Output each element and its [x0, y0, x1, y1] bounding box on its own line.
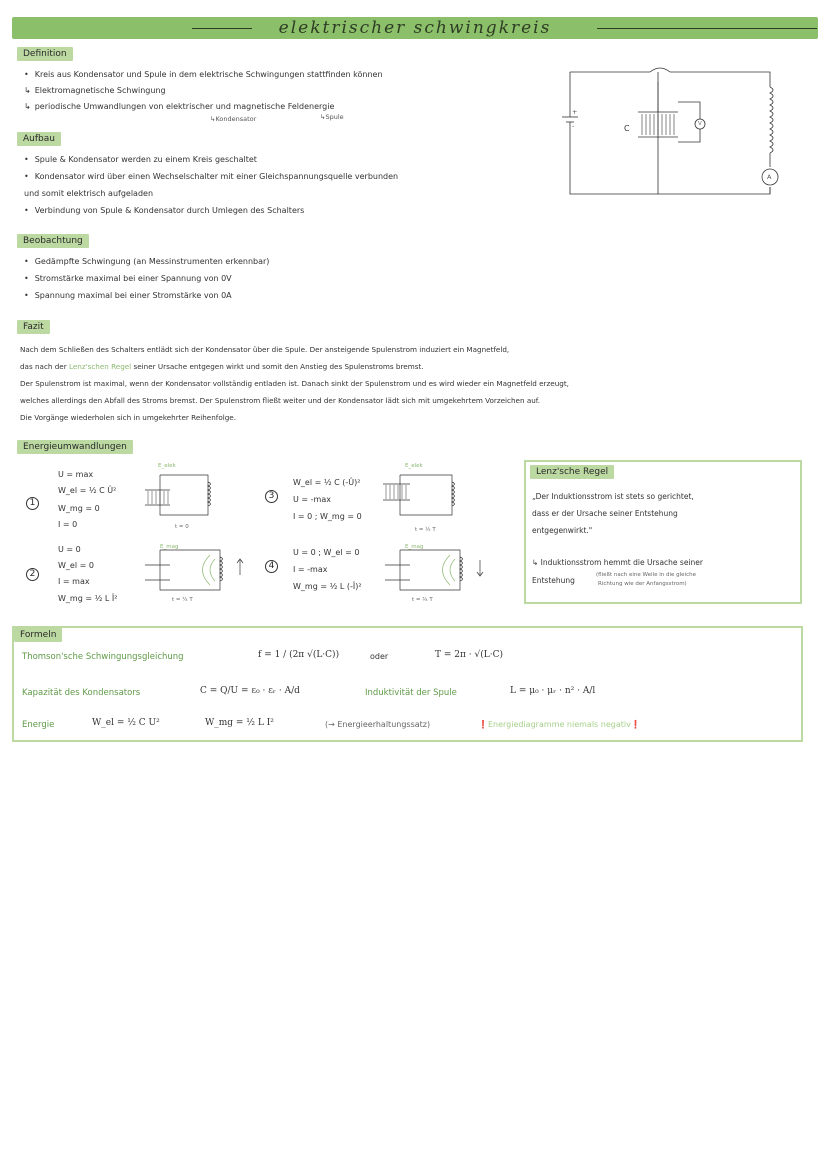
case-4-diagram: [380, 545, 490, 597]
circuit-voltmeter-label: V: [698, 121, 702, 127]
beobachtung-line-3: • Spannung maximal bei einer Stromstärke von 0A: [24, 291, 232, 300]
beobachtung-line-1: • Gedämpfte Schwingung (an Messinstrumenten erkennbar): [24, 257, 269, 266]
definition-header: Definition: [17, 47, 73, 61]
lenz-quote-line-1: „Der Induktionsstrom ist stets so gerichtet,: [532, 492, 694, 501]
lenz-note-line-2: Entstehung: [532, 576, 575, 585]
beobachtung-line-2: • Stromstärke maximal bei einer Spannung von 0V: [24, 274, 232, 283]
energieerhaltung-note: (→ Energieerhaltungssatz): [325, 720, 431, 729]
definition-sub-spule: ↳Spule: [320, 113, 344, 121]
aufbau-line-3: und somit elektrisch aufgeladen: [24, 189, 154, 198]
definition-line-2: ↳ Elektromagnetische Schwingung: [24, 86, 166, 95]
case-2-time: t = ¼ T: [172, 597, 193, 603]
definition-line-3: ↳ periodische Umwandlungen von elektrischer und magnetische Feldenergie: [24, 102, 334, 111]
beobachtung-header: Beobachtung: [17, 234, 89, 248]
energie-header: Energieumwandlungen: [17, 440, 133, 454]
lenz-note-line-1: ↳ Induktionsstrom hemmt die Ursache seiner: [532, 558, 703, 567]
fazit-line-2-start: das nach der: [20, 362, 67, 371]
case-2-line-2: W_el = 0: [58, 561, 94, 570]
lenz-note-small-1: (fließt nach eine Weile in die gleiche: [596, 572, 696, 578]
circuit-diagram: [560, 62, 800, 202]
circuit-ammeter-label: A: [767, 173, 772, 181]
case-1-diagram: [140, 470, 230, 522]
case-2-line-4: W_mg = ½ L Î²: [58, 594, 118, 603]
fazit-line-3: Der Spulenstrom ist maximal, wenn der Kondensator vollständig entladen ist. Danach sinkt der Spulenstrom und es wird wieder ein Magnetfeld erzeugt,: [20, 379, 569, 388]
case-2-number: 2: [26, 568, 39, 581]
aufbau-line-2: • Kondensator wird über einen Wechselschalter mit einer Gleichspannungsquelle verbunden: [24, 172, 398, 181]
definition-line-1: • Kreis aus Kondensator und Spule in dem elektrische Schwingungen stattfinden können: [24, 70, 383, 79]
lenz-rule-reference: Lenz'schen Regel: [68, 362, 132, 371]
case-1-line-2: W_el = ½ C Û²: [58, 486, 117, 495]
kapazitaet-formula: C = Q/U = ε₀ · εᵣ · A/d: [200, 686, 300, 696]
fazit-line-2-end: seiner Ursache entgegen wirkt und somit den Anstieg des Spulenstroms bremst.: [133, 362, 424, 371]
case-1-number: 1: [26, 497, 39, 510]
case-1-line-3: W_mg = 0: [58, 504, 100, 513]
case-1-line-4: I = 0: [58, 520, 78, 529]
lenz-quote-line-2: dass er der Ursache seiner Entstehung: [532, 509, 678, 518]
case-3-line-1: W_el = ½ C (-Û)²: [293, 478, 361, 487]
magnetic-energy-formula: W_mg = ½ L I²: [205, 718, 274, 728]
case-3-number: 3: [265, 490, 278, 503]
induktivitaet-formula: L = μ₀ · μᵣ · n² · A/l: [510, 686, 596, 696]
energie-label: Energie: [22, 720, 55, 730]
circuit-minus-label: -: [572, 122, 575, 130]
case-4-field-label: E_mag: [405, 544, 424, 550]
case-4-line-1: U = 0 ; W_el = 0: [293, 548, 360, 557]
electric-energy-formula: W_el = ½ C U²: [92, 718, 160, 728]
case-3-field-label: E_elek: [405, 463, 423, 469]
formeln-oder: oder: [370, 652, 389, 661]
case-3-diagram: [380, 470, 470, 522]
case-2-line-1: U = 0: [58, 545, 81, 554]
aufbau-header: Aufbau: [17, 132, 61, 146]
case-4-time: t = ¾ T: [412, 597, 433, 603]
lenz-rule-header: Lenz'sche Regel: [530, 465, 614, 479]
case-1-time: t = 0: [175, 524, 189, 530]
case-1-line-1: U = max: [58, 470, 94, 479]
induktivitaet-label: Induktivität der Spule: [365, 688, 457, 698]
definition-sub-kondensator: ↳Kondensator: [210, 115, 257, 123]
case-3-time: t = ½ T: [415, 527, 436, 533]
circuit-plus-label: +: [572, 108, 578, 116]
title-banner: [12, 17, 818, 39]
case-2-diagram: [140, 545, 250, 597]
banner-line-right: [597, 28, 817, 29]
circuit-capacitor-label: C: [624, 124, 630, 133]
lenz-note-small-2: Richtung wie der Anfangsstrom): [598, 581, 687, 587]
thomson-period-formula: T = 2π · √(L·C): [435, 650, 503, 660]
fazit-line-2: [20, 362, 424, 371]
fazit-line-4: welches allerdings den Abfall des Stroms bremst. Der Spulenstrom fließt weiter und der Kondensator lädt sich mit umgekehrtem Vorzeichen auf.: [20, 396, 541, 405]
case-4-line-2: I = -max: [293, 565, 328, 574]
thomson-frequency-formula: f = 1 / (2π √(L·C)): [258, 650, 340, 660]
page-title: elektrischer schwingkreis: [278, 18, 552, 38]
case-4-line-3: W_mg = ½ L (-Î)²: [293, 582, 362, 591]
fazit-header: Fazit: [17, 320, 50, 334]
case-4-number: 4: [265, 560, 278, 573]
case-2-field-label: E_mag: [160, 544, 179, 550]
case-1-field-label: E_elek: [158, 463, 176, 469]
case-3-line-2: U = -max: [293, 495, 331, 504]
case-2-line-3: I = max: [58, 577, 90, 586]
thomson-label: Thomson'sche Schwingungsgleichung: [22, 652, 184, 662]
aufbau-line-1: • Spule & Kondensator werden zu einem Kreis geschaltet: [24, 155, 257, 164]
fazit-line-5: Die Vorgänge wiederholen sich in umgekehrter Reihenfolge.: [20, 413, 236, 422]
case-3-line-3: I = 0 ; W_mg = 0: [293, 512, 362, 521]
energiediagramme-note: ❗Energiediagramme niemals negativ❗: [478, 720, 641, 729]
aufbau-line-4: • Verbindung von Spule & Kondensator durch Umlegen des Schalters: [24, 206, 304, 215]
lenz-quote-line-3: entgegenwirkt.": [532, 526, 593, 535]
formeln-header: Formeln: [14, 628, 62, 642]
fazit-line-1: Nach dem Schließen des Schalters entlädt sich der Kondensator über die Spule. Der ansteigende Spulenstrom induziert ein Magnetfeld,: [20, 345, 510, 354]
kapazitaet-label: Kapazität des Kondensators: [22, 688, 141, 698]
